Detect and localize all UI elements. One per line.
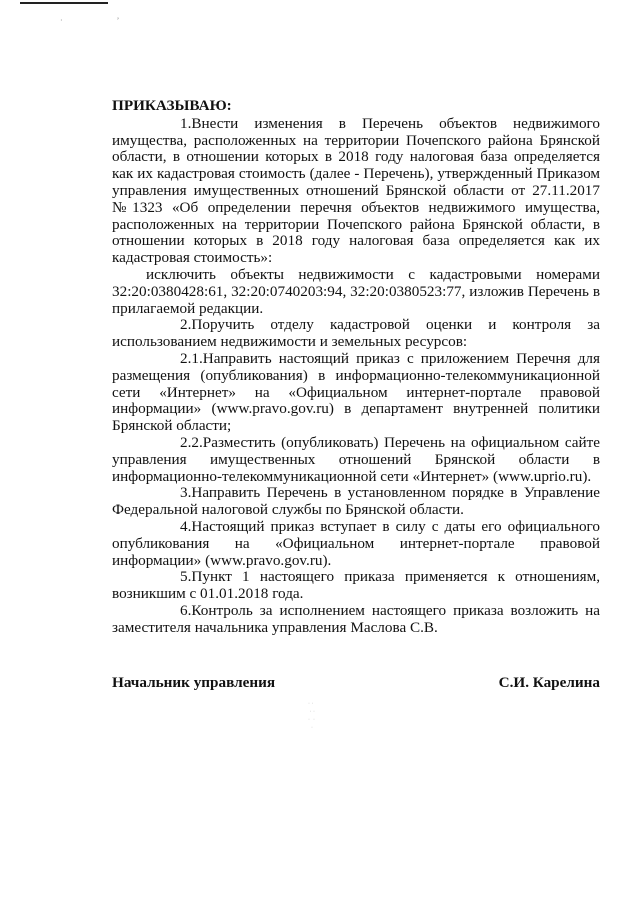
- paragraph-4: [112, 519, 600, 569]
- paragraph-6: [112, 603, 600, 637]
- paragraph-text: Внести изменения в Перечень объектов недвижимого имущества, расположенных на территории Почепского района Брянской области, в отношении которых в 2018 году налоговая база определяется как их кадастровая стоимость (далее - Перечень), утвержденный Приказом управления имущественных отношений Брянской области от 27.11.2017 №1323 «Об определении перечня объектов недвижимого имущества, расположенных на территории Почепского района Брянской области, в отношении которых в 2018 году налоговая база определяется как их кадастровая стоимость»:: [112, 114, 600, 267]
- signatory-position: Начальник управления: [112, 674, 276, 691]
- paragraph-number: 2.1.: [180, 349, 203, 367]
- order-body: [112, 98, 600, 637]
- paragraph-text: Разместить (опубликовать) Перечень на официальном сайте управления имущественных отношений Брянской области в информационно-телекоммуникационной сети «Интернет» (www.uprio.ru).: [112, 433, 600, 485]
- paragraph-text: Пункт 1 настоящего приказа применяется к отношениям, возникшим с 01.01.2018 года.: [112, 568, 600, 603]
- top-rule: [20, 2, 108, 4]
- paragraph-5: [112, 569, 600, 603]
- scan-artifacts: · · · · · · ·: [308, 701, 315, 731]
- paragraph-3: [112, 485, 600, 519]
- paragraph-2: [112, 317, 600, 351]
- paragraph-number: 5.: [180, 568, 192, 586]
- order-heading: ПРИКАЗЫВАЮ:: [112, 97, 232, 114]
- paragraph-2-2: [112, 435, 600, 485]
- paragraph-text: Контроль за исполнением настоящего приказа возложить на заместителя начальника управления Маслова С.В.: [112, 601, 600, 636]
- paragraph-number: 3.: [180, 484, 192, 502]
- signatory-name: С.И. Карелина: [498, 674, 600, 691]
- paragraph-1-action: [112, 267, 600, 317]
- paragraph-2-1: [112, 351, 600, 435]
- paragraph-number: 1.: [180, 114, 192, 132]
- paragraph-1: [112, 116, 600, 267]
- scan-specks: · ’: [60, 16, 146, 25]
- paragraph-text: Настоящий приказ вступает в силу с даты его официального опубликования на «Официальном интернет-портале правовой информации» (www.pravo.gov.ru).: [112, 517, 600, 569]
- paragraph-number: 6.: [180, 601, 192, 619]
- paragraph-text: Направить настоящий приказ с приложением Перечня для размещения (опубликования) в информационно-телекоммуникационной сети «Интернет» на «Официальном интернет-портале правовой информации» (www.pravo.gov.ru) в департамент внутренней политики Брянской области;: [112, 349, 600, 435]
- paragraph-number: 2.: [180, 316, 192, 334]
- signature-block: [112, 674, 600, 692]
- paragraph-text: исключить объекты недвижимости с кадастровыми номерами 32:20:0380428:61, 32:20:0740203:94, 32:20:0380523:77, изложив Перечень в прилагаемой редакции.: [112, 265, 600, 317]
- paragraph-text: Направить Перечень в установленном порядке в Управление Федеральной налоговой службы по Брянской области.: [112, 484, 600, 519]
- paragraph-number: 2.2.: [180, 433, 203, 451]
- paragraph-text: Поручить отделу кадастровой оценки и контроля за использованием недвижимости и земельных ресурсов:: [112, 316, 600, 351]
- paragraph-number: 4.: [180, 517, 192, 535]
